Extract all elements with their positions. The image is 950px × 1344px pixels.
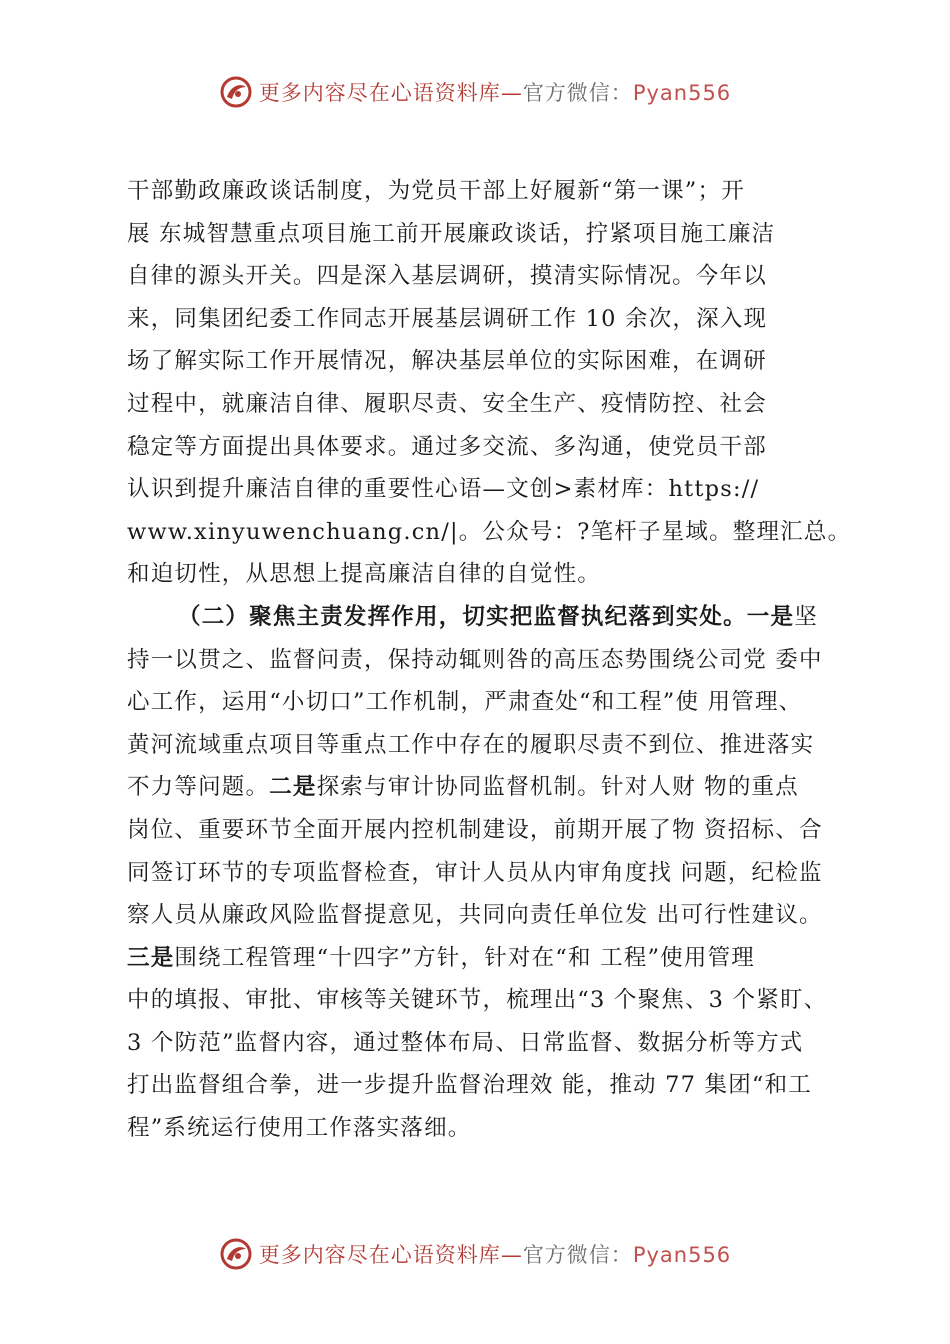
- banner-dash: —: [500, 81, 523, 105]
- text-line: 场了解实际工作开展情况，解决基层单位的实际困难，在调研: [127, 348, 767, 375]
- text-line: 认识到提升廉洁自律的重要性心语—文创>素材库：https://: [127, 476, 760, 503]
- banner-wechat-label: 官方微信：: [522, 81, 633, 105]
- banner-dash: —: [500, 1243, 523, 1267]
- banner-text: [259, 77, 731, 107]
- banner-title: 更多内容尽在心语资料库: [258, 81, 501, 105]
- red-swirl-logo-icon: [219, 75, 253, 109]
- header-banner: [0, 70, 950, 114]
- footer-banner: [0, 1232, 950, 1276]
- banner-text: [259, 1239, 731, 1269]
- text-line: 3 个防范”监督内容，通过整体布局、日常监督、数据分析等方式: [127, 1029, 804, 1056]
- text-line: 黄河流域重点项目等重点工作中存在的履职尽责不到位、推进落实: [127, 731, 815, 758]
- red-swirl-logo-icon: [219, 1237, 253, 1271]
- text-span: 不力等问题。: [127, 774, 270, 801]
- banner-wechat-label: 官方微信：: [522, 1243, 633, 1267]
- text-line: 中的填报、审批、审核等关键环节，梳理出“3 个聚焦、3 个紧盯、: [127, 987, 828, 1014]
- text-line: 稳定等方面提出具体要求。通过多交流、多沟通，使党员干部: [127, 433, 767, 460]
- text-span: 围绕工程管理“十四字”方针，针对在“和 工程”使用管理: [174, 944, 755, 971]
- text-line: 心工作，运用“小切口”工作机制，严肃查处“和工程”使 用管理、: [127, 689, 803, 716]
- text-line: 来，同集团纪委工作同志开展基层调研工作 10 余次，深入现: [127, 305, 768, 332]
- text-span: 坚: [794, 603, 818, 630]
- bold-marker: 二是: [269, 774, 317, 801]
- banner-title: 更多内容尽在心语资料库: [258, 1243, 501, 1267]
- banner-handle: Pyan556: [632, 1243, 732, 1267]
- text-line: 自律的源头开关。四是深入基层调研，摸清实际情况。今年以: [127, 263, 767, 290]
- text-span: 探索与审计协同监督机制。针对人财 物的重点: [316, 774, 799, 801]
- text-line: www.xinyuwenchuang.cn/|。公众号：?笔杆子星域。整理汇总。: [127, 518, 852, 545]
- text-line: 和迫切性，从思想上提高廉洁自律的自觉性。: [127, 561, 602, 588]
- section-heading-line: [127, 596, 847, 639]
- text-line: 过程中，就廉洁自律、履职尽责、安全生产、疫情防控、社会: [127, 390, 767, 417]
- text-line: 同签订环节的专项监督检查，审计人员从内审角度找 问题，纪检监: [127, 859, 823, 886]
- text-line: [127, 937, 847, 980]
- text-line: 持一以贯之、监督问责，保持动辄则咎的高压态势围绕公司党 委中: [127, 646, 823, 673]
- bold-marker: 三是: [127, 944, 175, 971]
- section-heading: （二）聚焦主责发挥作用，切实把监督执纪落到实处。一是: [178, 603, 795, 630]
- banner-handle: Pyan556: [632, 81, 732, 105]
- document-body: [127, 170, 852, 1150]
- text-line: 岗位、重要环节全面开展内控机制建设，前期开展了物 资招标、合: [127, 816, 823, 843]
- text-line: 打出监督组合拳，进一步提升监督治理效 能，推动 77 集团“和工: [127, 1072, 812, 1099]
- text-line: 展 东城智慧重点项目施工前开展廉政谈话，拧紧项目施工廉洁: [127, 220, 776, 247]
- text-line: [127, 766, 847, 809]
- text-line: 程”系统运行使用工作落实落细。: [127, 1115, 472, 1142]
- text-line: 干部勤政廉政谈话制度，为党员干部上好履新“第一课”；开: [127, 178, 745, 204]
- text-line: 察人员从廉政风险监督提意见，共同向责任单位发 出可行性建议。: [127, 902, 823, 929]
